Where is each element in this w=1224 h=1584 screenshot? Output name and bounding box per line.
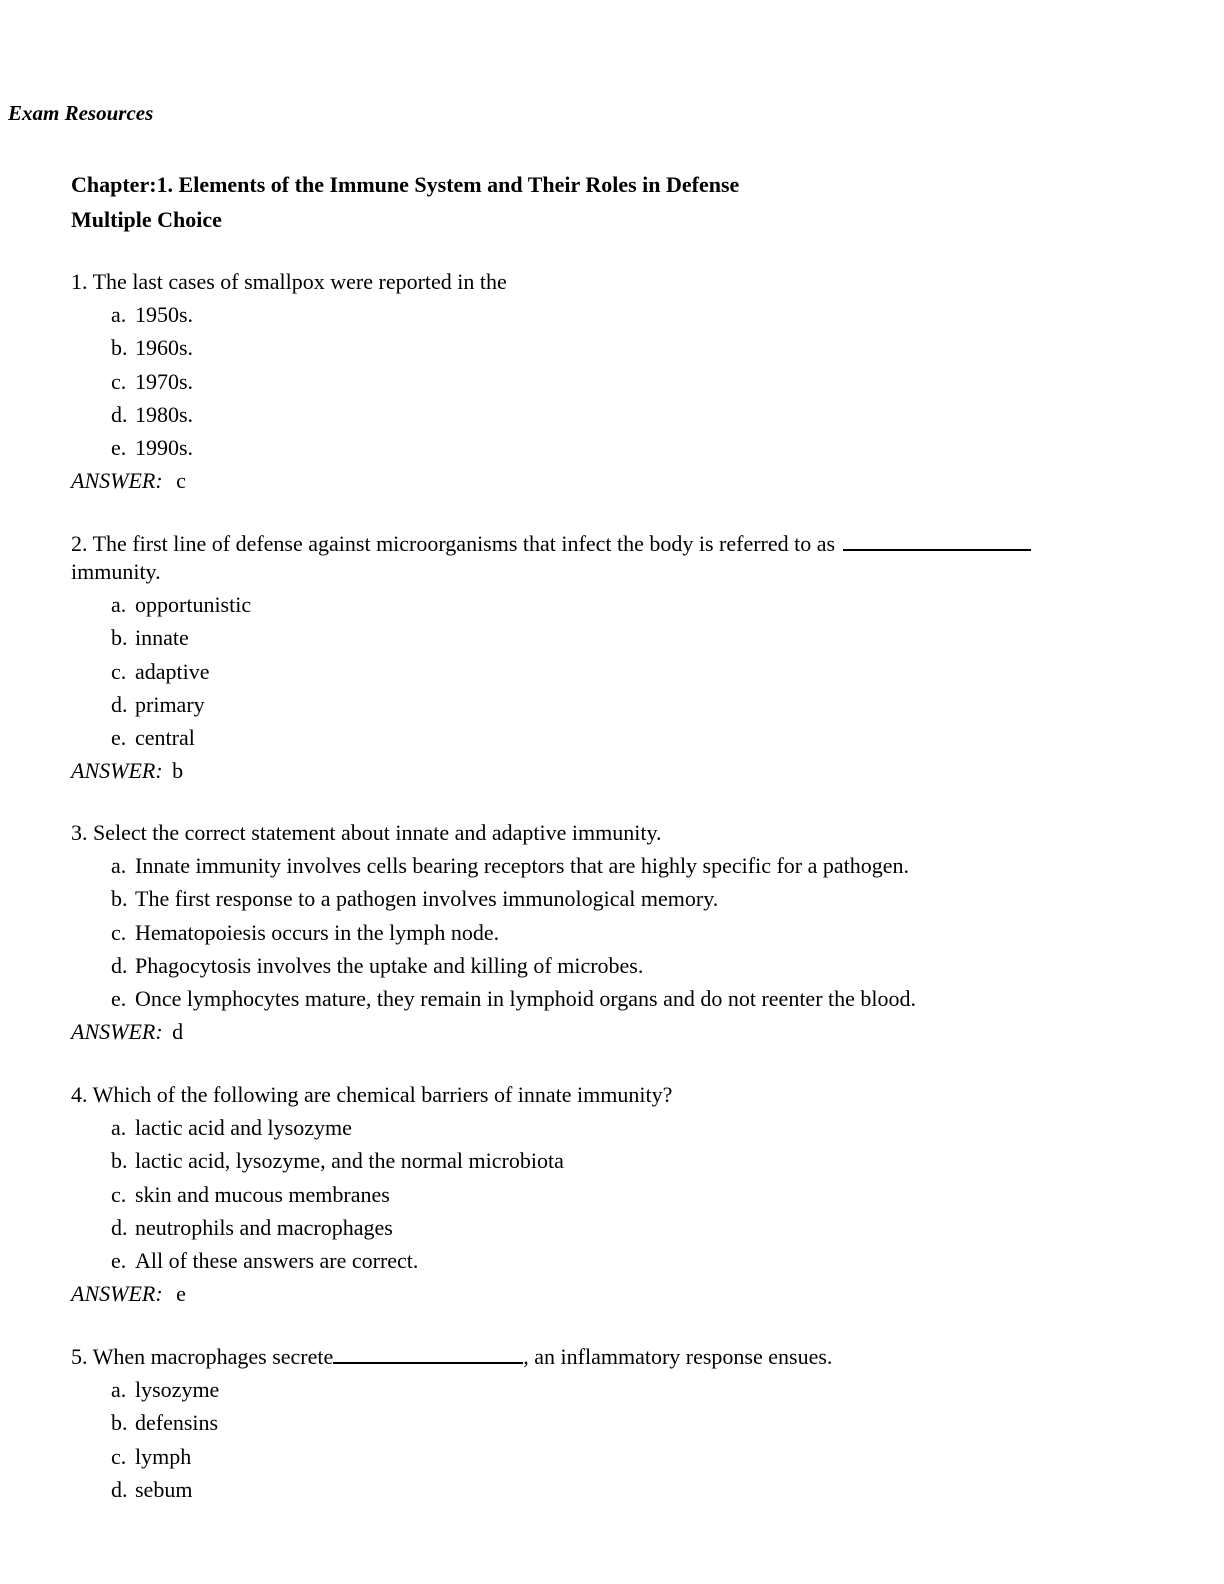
answer-value: c	[176, 468, 186, 494]
option-letter: b.	[111, 1410, 128, 1436]
option-letter: d.	[111, 401, 128, 427]
option-text: 1970s.	[135, 368, 194, 394]
option-list	[71, 588, 1111, 754]
option-text: 1990s.	[135, 435, 194, 461]
option-letter: b.	[111, 1148, 128, 1174]
option-text: All of these answers are correct.	[135, 1248, 419, 1274]
option-text: lactic acid, lysozyme, and the normal microbiota	[135, 1148, 564, 1174]
option-letter: c.	[111, 919, 127, 945]
option-b	[111, 1406, 1111, 1439]
answer-label: ANSWER:	[71, 758, 163, 784]
option-letter: e.	[111, 725, 127, 751]
option-d	[111, 1211, 1111, 1244]
question-number: 1.	[71, 269, 88, 294]
option-letter: e.	[111, 1248, 127, 1274]
option-e	[111, 982, 1111, 1015]
option-letter: d.	[111, 1476, 128, 1502]
option-letter: e.	[111, 986, 127, 1012]
option-a	[111, 1373, 1111, 1406]
option-letter: e.	[111, 435, 127, 461]
answer-blank	[333, 1346, 523, 1364]
option-text: 1980s.	[135, 401, 194, 427]
option-c	[111, 1440, 1111, 1473]
option-text: Phagocytosis involves the uptake and killing of microbes.	[135, 952, 644, 978]
section-title: Multiple Choice	[71, 207, 222, 232]
option-text: neutrophils and macrophages	[135, 1214, 393, 1240]
option-b	[111, 1144, 1111, 1177]
answer-line	[71, 1277, 1111, 1310]
option-b	[111, 621, 1111, 654]
option-letter: a.	[111, 853, 127, 878]
option-letter: d.	[111, 1214, 128, 1240]
option-letter: a.	[111, 1115, 127, 1140]
page-header: Exam Resources	[8, 101, 154, 125]
option-list	[71, 849, 1111, 1015]
question-number: 2.	[71, 531, 88, 556]
option-c	[111, 365, 1111, 398]
option-a	[111, 298, 1111, 331]
question-number: 3.	[71, 820, 88, 845]
option-letter: d.	[111, 691, 128, 717]
option-a	[111, 849, 1111, 882]
option-text: primary	[135, 691, 205, 717]
option-text: lymph	[135, 1443, 192, 1469]
option-text: skin and mucous membranes	[135, 1181, 390, 1207]
option-letter: b.	[111, 886, 128, 912]
option-text: lysozyme	[135, 1377, 220, 1402]
option-letter: a.	[111, 302, 127, 327]
option-text: innate	[135, 625, 189, 651]
option-letter: b.	[111, 625, 128, 651]
question-text: The first line of defense against microorganisms that infect the body is referred to as	[92, 531, 836, 556]
option-list	[71, 298, 1111, 464]
option-d	[111, 398, 1111, 431]
option-e	[111, 431, 1111, 464]
answer-value: d	[172, 1019, 184, 1045]
option-d	[111, 1473, 1111, 1506]
answer-line	[71, 754, 1111, 787]
option-letter: d.	[111, 952, 128, 978]
option-text: sebum	[135, 1476, 193, 1502]
option-letter: c.	[111, 1181, 127, 1207]
question-stem	[71, 530, 1111, 586]
option-text: adaptive	[135, 658, 210, 684]
answer-line	[71, 1015, 1111, 1048]
answer-label: ANSWER:	[71, 468, 163, 494]
question-5	[71, 1343, 1111, 1506]
question-stem	[71, 268, 1111, 296]
question-text-continued: immunity.	[71, 559, 161, 584]
answer-label: ANSWER:	[71, 1019, 163, 1045]
option-letter: a.	[111, 1377, 127, 1402]
answer-blank	[843, 533, 1031, 551]
answer-label: ANSWER:	[71, 1281, 163, 1307]
question-number: 4.	[71, 1082, 88, 1107]
option-letter: c.	[111, 658, 127, 684]
answer-value: b	[172, 758, 184, 784]
option-e	[111, 1244, 1111, 1277]
option-letter: a.	[111, 592, 127, 617]
answer-value: e	[176, 1281, 186, 1307]
option-text: central	[135, 725, 195, 751]
option-d	[111, 688, 1111, 721]
option-text: The first response to a pathogen involves immunological memory.	[135, 886, 719, 912]
option-text: lactic acid and lysozyme	[135, 1115, 352, 1140]
option-a	[111, 588, 1111, 621]
option-text: Innate immunity involves cells bearing receptors that are highly specific for a pathogen.	[135, 853, 910, 878]
option-text: defensins	[135, 1410, 219, 1436]
option-letter: c.	[111, 1443, 127, 1469]
option-d	[111, 949, 1111, 982]
question-4	[71, 1081, 1111, 1310]
option-b	[111, 331, 1111, 364]
answer-line	[71, 464, 1111, 497]
question-text: The last cases of smallpox were reported in the	[92, 269, 507, 294]
option-b	[111, 882, 1111, 915]
option-list	[71, 1111, 1111, 1277]
option-e	[111, 721, 1111, 754]
option-c	[111, 916, 1111, 949]
option-letter: b.	[111, 335, 128, 361]
question-1	[71, 268, 1111, 497]
option-text: opportunistic	[135, 592, 252, 617]
question-text: Which of the following are chemical barriers of innate immunity?	[92, 1082, 673, 1107]
question-text: When macrophages secrete	[92, 1344, 334, 1369]
question-number: 5.	[71, 1344, 88, 1369]
option-text: Once lymphocytes mature, they remain in lymphoid organs and do not reenter the blood.	[135, 986, 917, 1012]
option-a	[111, 1111, 1111, 1144]
question-stem	[71, 819, 1111, 847]
question-2	[71, 530, 1111, 787]
option-c	[111, 1178, 1111, 1211]
option-c	[111, 655, 1111, 688]
question-text-continued: , an inflammatory response ensues.	[523, 1344, 833, 1369]
option-text: 1950s.	[135, 302, 194, 327]
question-stem	[71, 1343, 1111, 1371]
option-text: Hematopoiesis occurs in the lymph node.	[135, 919, 500, 945]
question-stem	[71, 1081, 1111, 1109]
question-text: Select the correct statement about innate and adaptive immunity.	[93, 820, 662, 845]
option-letter: c.	[111, 368, 127, 394]
chapter-title: Chapter:1. Elements of the Immune System and Their Roles in Defense	[71, 172, 740, 197]
option-list	[71, 1373, 1111, 1506]
question-3	[71, 819, 1111, 1048]
option-text: 1960s.	[135, 335, 194, 361]
